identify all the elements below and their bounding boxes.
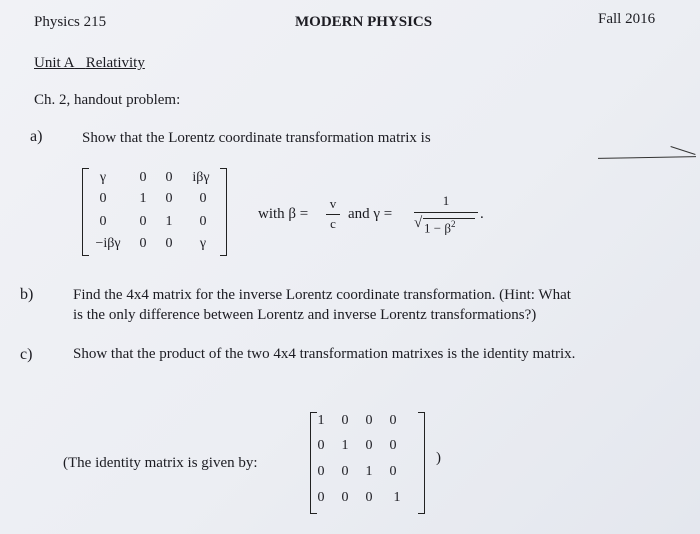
unit-name: Relativity <box>85 55 145 71</box>
unit-label: Unit A <box>34 55 75 71</box>
problem-b-line1: Find the 4x4 matrix for the inverse Lorentz coordinate transformation. (Hint: What <box>73 287 571 303</box>
matrix-cell: 0 <box>199 191 207 206</box>
identity-matrix <box>306 408 436 516</box>
beta-numerator: v <box>329 196 337 211</box>
gamma-exponent: 2 <box>450 219 456 229</box>
matrix-cell: 1 <box>139 191 147 206</box>
matrix-cell: 0 <box>165 170 173 185</box>
page-title: MODERN PHYSICS <box>295 14 433 30</box>
gamma-definition-label: and γ = <box>348 206 393 222</box>
matrix-cell: 0 <box>139 214 147 229</box>
problem-b-label: b) <box>20 286 34 303</box>
identity-cell: 0 <box>341 464 349 479</box>
term-label: Fall 2016 <box>598 11 656 27</box>
identity-cell: 0 <box>341 490 349 505</box>
sqrt-icon: √ <box>414 215 423 231</box>
problem-b-line2: is the only difference between Lorentz and inverse Lorentz transformations?) <box>73 307 537 323</box>
problem-a-text: Show that the Lorentz coordinate transformation matrix is <box>82 130 431 146</box>
identity-cell: 1 <box>341 438 349 453</box>
identity-cell: 0 <box>389 438 397 453</box>
matrix-cell: 0 <box>199 214 207 229</box>
matrix-cell: −iβγ <box>95 236 121 251</box>
identity-cell: 0 <box>389 464 397 479</box>
matrix-cell: 0 <box>139 236 147 251</box>
identity-cell: 1 <box>393 490 401 505</box>
identity-note-suffix: ) <box>436 450 441 466</box>
identity-cell: 0 <box>365 413 373 428</box>
identity-cell: 0 <box>317 490 325 505</box>
identity-cell: 0 <box>365 438 373 453</box>
matrix-cell: 0 <box>165 191 173 206</box>
course-label: Physics 215 <box>34 14 107 30</box>
gamma-period: . <box>480 206 484 222</box>
lorentz-matrix <box>74 164 234 260</box>
matrix-cell: 0 <box>99 214 107 229</box>
matrix-cell: 0 <box>165 236 173 251</box>
matrix-cell: 0 <box>99 191 107 206</box>
identity-cell: 1 <box>365 464 373 479</box>
identity-cell: 0 <box>317 438 325 453</box>
beta-fraction-bar <box>326 214 340 215</box>
matrix-right-bracket <box>220 168 227 256</box>
unit-heading <box>34 55 145 72</box>
pen-mark-tick <box>670 146 695 155</box>
chapter-line: Ch. 2, handout problem: <box>34 92 181 108</box>
gamma-radicand: 1 − β <box>424 220 451 236</box>
pen-mark <box>598 156 696 159</box>
identity-cell: 0 <box>341 413 349 428</box>
identity-cell: 0 <box>317 464 325 479</box>
matrix-cell: 1 <box>165 214 173 229</box>
identity-cell: 0 <box>389 413 397 428</box>
matrix-cell: γ <box>99 170 107 185</box>
identity-note-prefix: (The identity matrix is given by: <box>63 455 258 471</box>
problem-c-label: c) <box>20 346 33 363</box>
identity-cell: 0 <box>365 490 373 505</box>
identity-cell: 1 <box>317 413 325 428</box>
beta-denominator: c <box>330 216 336 231</box>
identity-right-bracket <box>418 412 425 514</box>
problem-a-label: a) <box>30 128 43 145</box>
matrix-cell: 0 <box>139 170 147 185</box>
gamma-fraction-bar <box>414 212 478 213</box>
matrix-cell: γ <box>199 236 207 251</box>
gamma-denominator <box>424 219 455 236</box>
matrix-cell: iβγ <box>192 170 210 185</box>
beta-definition-label: with β = <box>258 206 309 222</box>
problem-c-text: Show that the product of the two 4x4 transformation matrixes is the identity matrix. <box>73 346 576 362</box>
gamma-numerator: 1 <box>442 193 450 208</box>
